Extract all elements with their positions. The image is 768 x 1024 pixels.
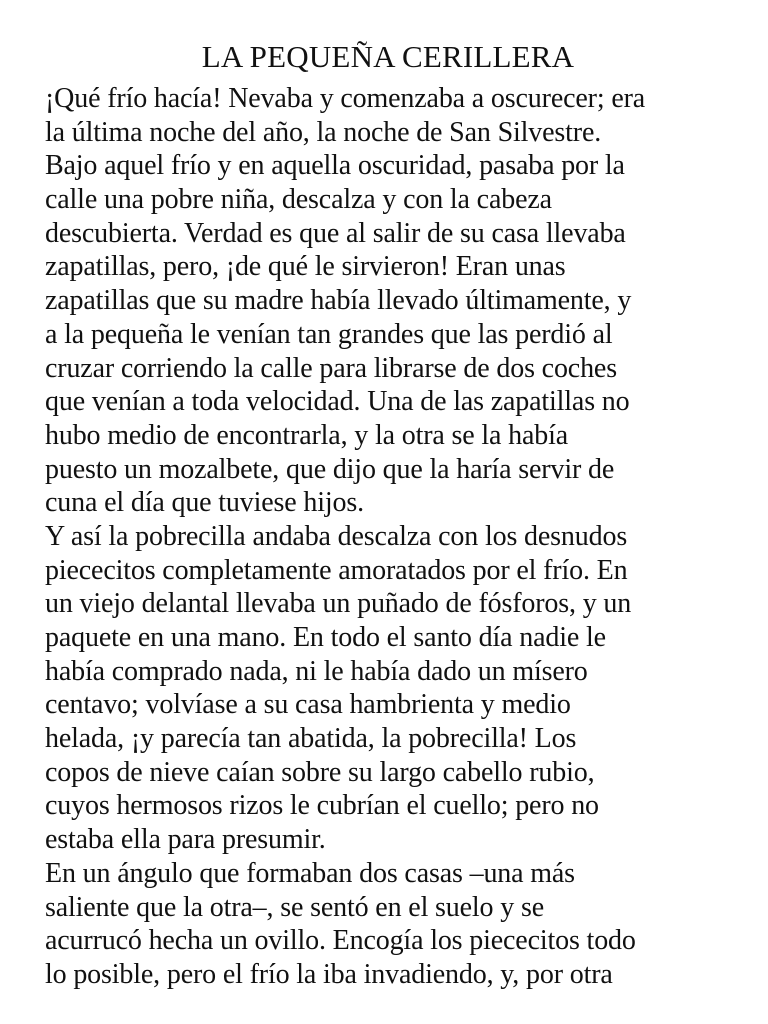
document-title: LA PEQUEÑA CERILLERA: [201, 39, 575, 74]
text-line: piececitos completamente amoratados por el frío. En: [45, 554, 628, 586]
text-line: hubo medio de encontrarla, y la otra se la había: [45, 419, 569, 451]
text-line: centavo; volvíase a su casa hambrienta y medio: [45, 689, 571, 721]
text-line: puesto un mozalbete, que dijo que la haría servir de: [45, 453, 615, 485]
text-line: Y así la pobrecilla andaba descalza con los desnudos: [45, 520, 628, 552]
text-line: lo posible, pero el frío la iba invadiendo, y, por otra: [45, 958, 613, 990]
text-line: un viejo delantal llevaba un puñado de fósforos, y un: [45, 588, 632, 620]
text-line: cruzar corriendo la calle para librarse de dos coches: [45, 352, 617, 384]
text-line: saliente que la otra–, se sentó en el suelo y se: [45, 891, 544, 923]
text-line: paquete en una mano. En todo el santo día nadie le: [45, 622, 606, 653]
text-line: había comprado nada, ni le había dado un mísero: [45, 655, 588, 687]
text-line: la última noche del año, la noche de San Silvestre.: [45, 116, 602, 148]
text-line: Bajo aquel frío y en aquella oscuridad, pasaba por la: [45, 150, 625, 182]
text-line: acurrucó hecha un ovillo. Encogía los piececitos todo: [45, 925, 636, 957]
text-line: ¡Qué frío hacía! Nevaba y comenzaba a oscurecer; era: [45, 83, 646, 114]
text-line: cuna el día que tuviese hijos.: [45, 487, 364, 519]
text-line: cuyos hermosos rizos le cubrían el cuello; pero no: [45, 790, 599, 822]
document-body: [45, 82, 745, 992]
text-line: descubierta. Verdad es que al salir de su casa llevaba: [45, 217, 626, 249]
text-line: calle una pobre niña, descalza y con la cabeza: [45, 184, 552, 216]
text-line: a la pequeña le venían tan grandes que las perdió al: [45, 318, 613, 350]
text-line: En un ángulo que formaban dos casas –una más: [45, 857, 575, 889]
text-line: que venían a toda velocidad. Una de las zapatillas no: [45, 386, 630, 418]
text-line: helada, ¡y parecía tan abatida, la pobrecilla! Los: [45, 723, 577, 755]
text-line: zapatillas, pero, ¡de qué le sirvieron! Eran unas: [45, 251, 566, 283]
text-line: copos de nieve caían sobre su largo cabello rubio,: [45, 756, 595, 788]
text-line: estaba ella para presumir.: [45, 824, 326, 856]
text-line: zapatillas que su madre había llevado últimamente, y: [45, 285, 632, 317]
